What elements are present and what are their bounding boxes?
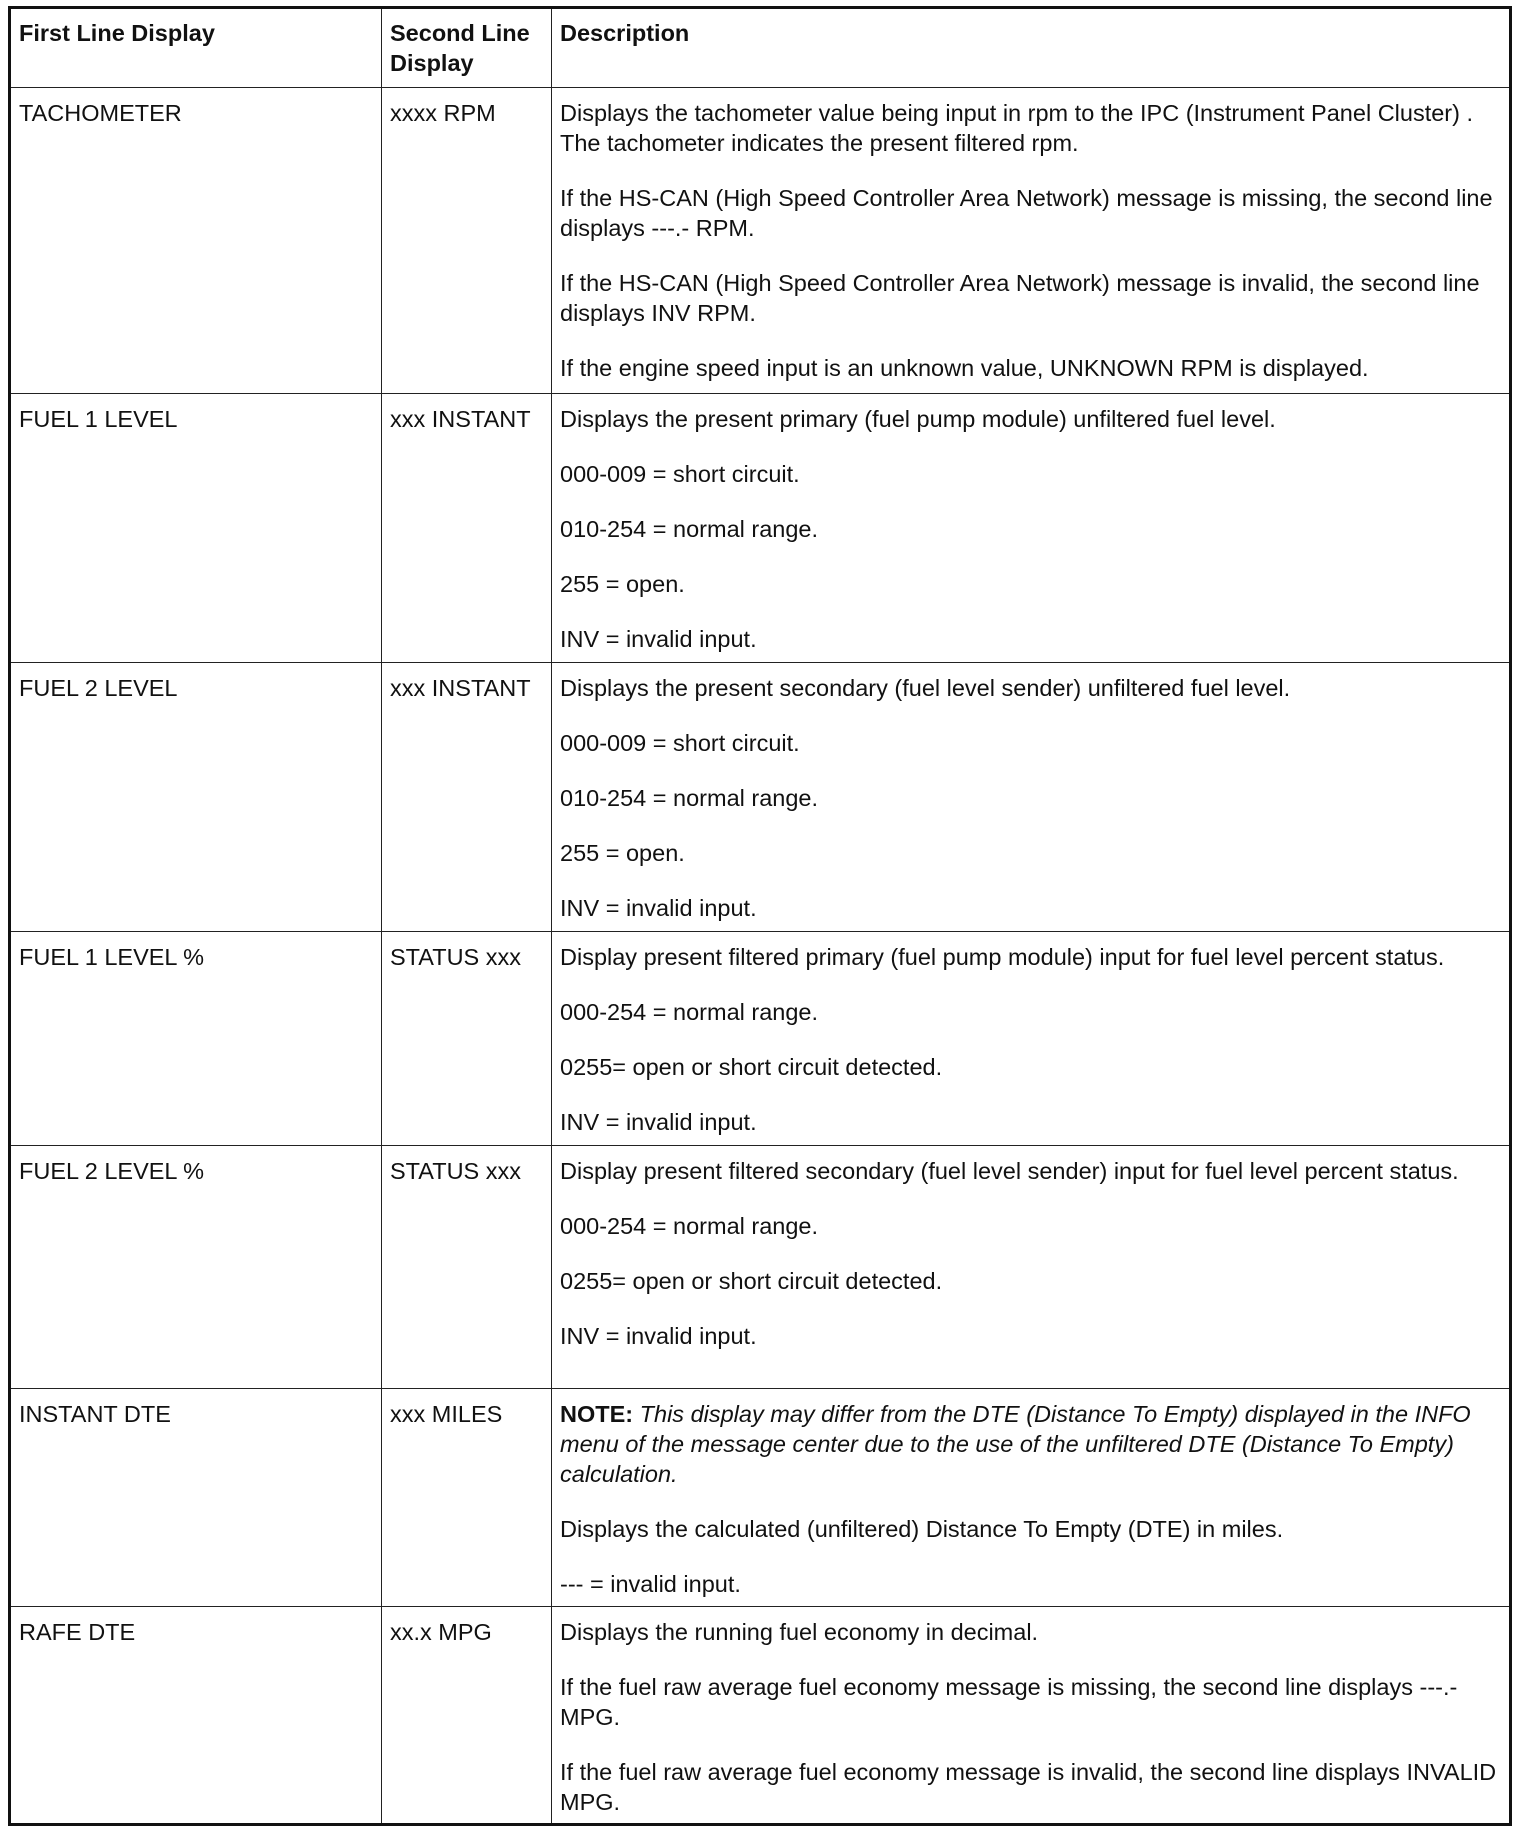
- description-paragraph: If the fuel raw average fuel economy message is invalid, the second line displays INVALID MPG.: [560, 1759, 1497, 1815]
- second-line-cell: xxx INSTANT: [382, 663, 552, 932]
- description-paragraph: --- = invalid input.: [560, 1571, 741, 1597]
- table-row: [10, 1146, 1511, 1389]
- note-label: NOTE:: [560, 1401, 634, 1427]
- description-paragraph: INV = invalid input.: [560, 626, 757, 652]
- description-paragraph: 255 = open.: [560, 571, 685, 597]
- description-paragraph: 010-254 = normal range.: [560, 785, 819, 811]
- description-paragraph: 000-254 = normal range.: [560, 1213, 819, 1239]
- table-row: [10, 394, 1511, 663]
- second-line-cell: xx.x MPG: [382, 1607, 552, 1825]
- description-paragraph: If the HS-CAN (High Speed Controller Area Network) message is missing, the second line displays ---.- RPM.: [560, 185, 1493, 241]
- first-line-cell: FUEL 1 LEVEL %: [10, 932, 382, 1146]
- table-row: [10, 1607, 1511, 1825]
- first-line-cell: TACHOMETER: [10, 88, 382, 394]
- table-row: [10, 663, 1511, 932]
- description-cell: [552, 663, 1511, 932]
- description-paragraph: Display present filtered primary (fuel pump module) input for fuel level percent status.: [560, 944, 1445, 970]
- description-paragraph: INV = invalid input.: [560, 895, 757, 921]
- description-paragraph: 000-254 = normal range.: [560, 999, 819, 1025]
- description-paragraph: Displays the running fuel economy in decimal.: [560, 1619, 1039, 1645]
- description-paragraph: If the HS-CAN (High Speed Controller Area Network) message is invalid, the second line displays INV RPM.: [560, 270, 1480, 326]
- description-paragraph: Displays the calculated (unfiltered) Distance To Empty (DTE) in miles.: [560, 1516, 1284, 1542]
- description-cell: [552, 1607, 1511, 1825]
- description-paragraph: INV = invalid input.: [560, 1323, 757, 1349]
- table-row: [10, 932, 1511, 1146]
- first-line-cell: INSTANT DTE: [10, 1389, 382, 1607]
- second-line-cell: xxx MILES: [382, 1389, 552, 1607]
- header-row: [10, 8, 1511, 88]
- description-cell: [552, 1389, 1511, 1607]
- note-paragraph: [560, 1399, 1501, 1489]
- header-second-line: Second Line Display: [382, 8, 552, 88]
- header-first-line: First Line Display: [10, 8, 382, 88]
- second-line-cell: STATUS xxx: [382, 932, 552, 1146]
- second-line-cell: xxxx RPM: [382, 88, 552, 394]
- description-cell: [552, 394, 1511, 663]
- first-line-cell: FUEL 1 LEVEL: [10, 394, 382, 663]
- table-row: [10, 1389, 1511, 1607]
- description-paragraph: Displays the present primary (fuel pump module) unfiltered fuel level.: [560, 406, 1276, 432]
- note-text: This display may differ from the DTE (Distance To Empty) displayed in the INFO menu of the message center due to the use of the unfiltered DTE (Distance To Empty) calculation.: [560, 1401, 1471, 1487]
- description-paragraph: Display present filtered secondary (fuel level sender) input for fuel level percent status.: [560, 1158, 1459, 1184]
- second-line-cell: xxx INSTANT: [382, 394, 552, 663]
- description-paragraph: 000-009 = short circuit.: [560, 730, 800, 756]
- description-paragraph: 000-009 = short circuit.: [560, 461, 800, 487]
- first-line-cell: FUEL 2 LEVEL: [10, 663, 382, 932]
- first-line-cell: FUEL 2 LEVEL %: [10, 1146, 382, 1389]
- description-paragraph: 0255= open or short circuit detected.: [560, 1268, 943, 1294]
- description-paragraph: Displays the tachometer value being input in rpm to the IPC (Instrument Panel Cluster) . The tachometer indicates the present filtered rpm.: [560, 100, 1474, 156]
- description-paragraph: 0255= open or short circuit detected.: [560, 1054, 943, 1080]
- display-table: [8, 6, 1512, 1826]
- description-paragraph: 010-254 = normal range.: [560, 516, 819, 542]
- description-paragraph: If the engine speed input is an unknown value, UNKNOWN RPM is displayed.: [560, 355, 1369, 381]
- table-row: [10, 88, 1511, 394]
- header-description: Description: [552, 8, 1511, 88]
- description-paragraph: Displays the present secondary (fuel level sender) unfiltered fuel level.: [560, 675, 1291, 701]
- description-paragraph: If the fuel raw average fuel economy message is missing, the second line displays ---.- MPG.: [560, 1674, 1458, 1730]
- description-paragraph: 255 = open.: [560, 840, 685, 866]
- description-paragraph: INV = invalid input.: [560, 1109, 757, 1135]
- first-line-cell: RAFE DTE: [10, 1607, 382, 1825]
- second-line-cell: STATUS xxx: [382, 1146, 552, 1389]
- description-cell: [552, 1146, 1511, 1389]
- description-cell: [552, 88, 1511, 394]
- description-cell: [552, 932, 1511, 1146]
